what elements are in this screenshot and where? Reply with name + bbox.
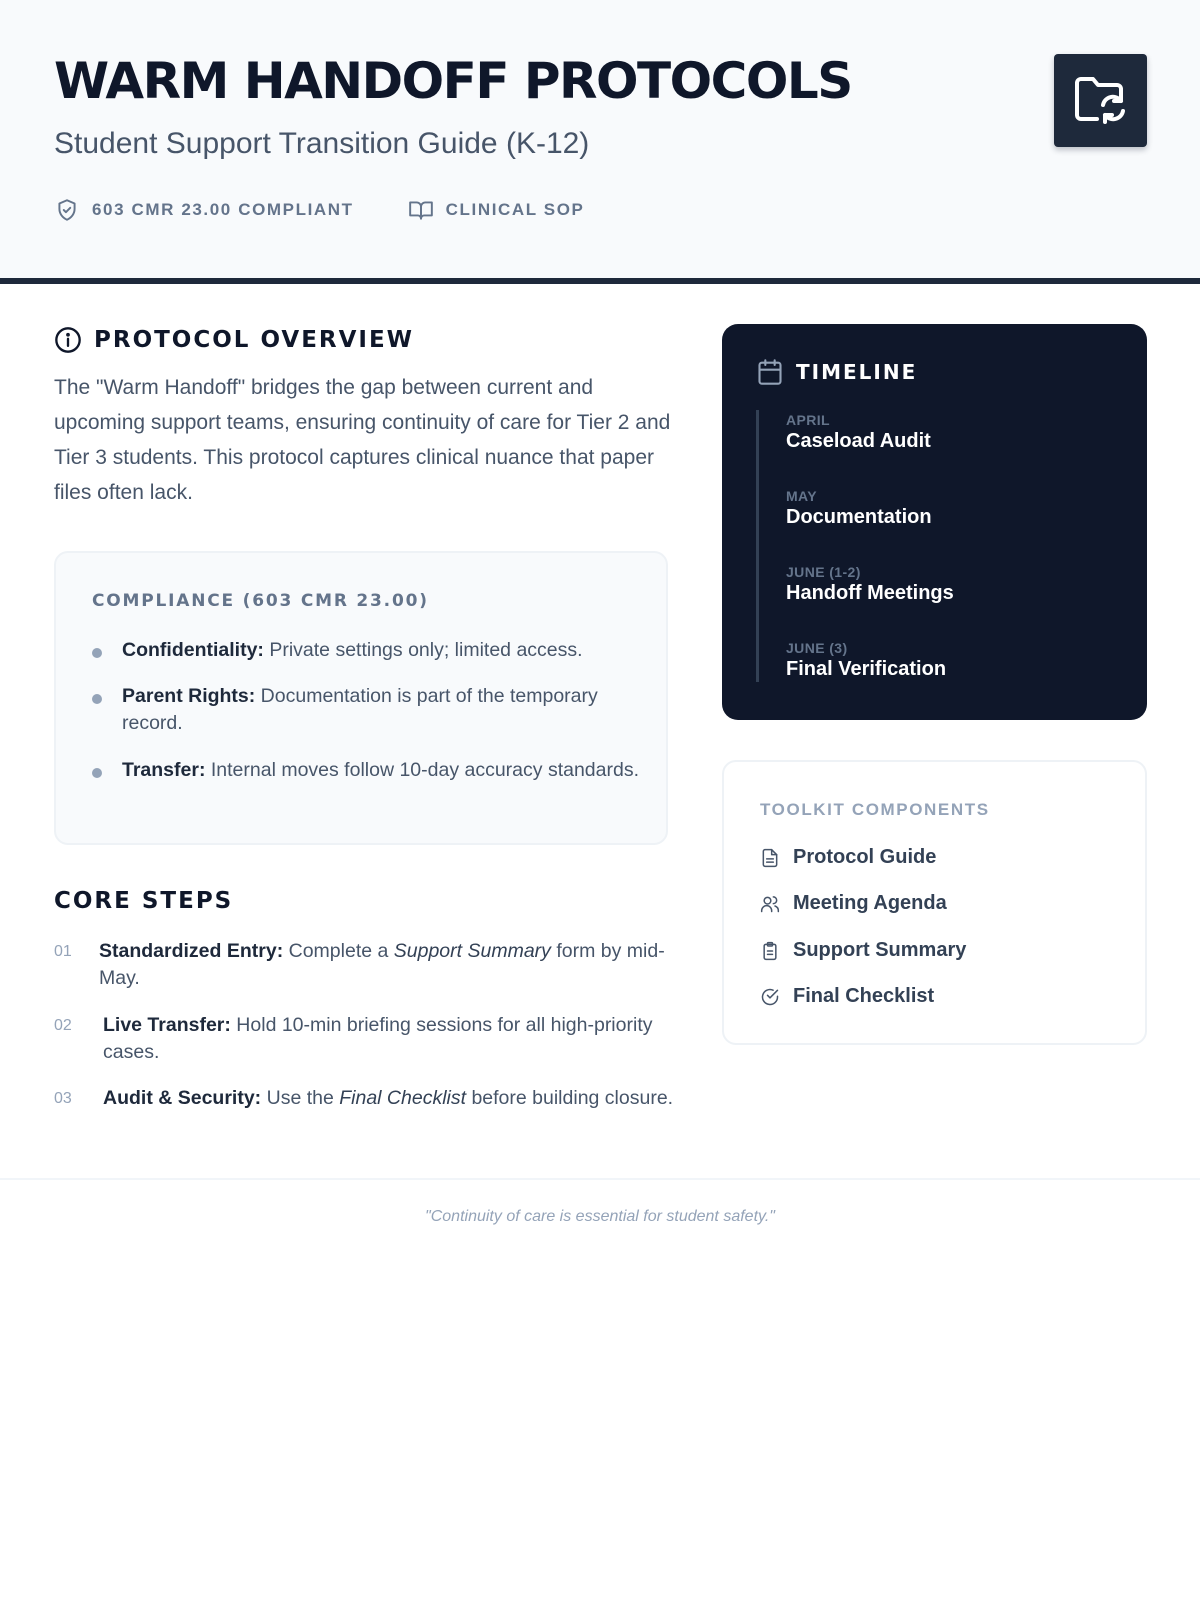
step-number: 03 bbox=[54, 1090, 72, 1107]
badge-label: CLINICAL SOP bbox=[445, 200, 585, 219]
step-emphasis: Final Checklist bbox=[339, 1087, 467, 1109]
toolkit-label: Final Checklist bbox=[793, 985, 935, 1007]
timeline-item bbox=[786, 488, 932, 529]
timeline-month: JUNE (3) bbox=[786, 640, 848, 656]
badge-label: 603 CMR 23.00 COMPLIANT bbox=[92, 200, 354, 219]
book-open-icon bbox=[408, 197, 434, 223]
step-text bbox=[99, 938, 679, 992]
step-term: Live Transfer: bbox=[103, 1014, 231, 1036]
timeline-label: Caseload Audit bbox=[786, 430, 931, 452]
toolkit-item-support-summary[interactable] bbox=[760, 939, 966, 962]
timeline-month: APRIL bbox=[786, 412, 830, 428]
toolkit-item-protocol-guide[interactable] bbox=[760, 846, 936, 869]
timeline-item bbox=[786, 640, 946, 681]
shield-check-icon bbox=[54, 197, 80, 223]
compliance-item bbox=[122, 757, 642, 784]
step-term: Audit & Security: bbox=[103, 1087, 262, 1109]
step-pre: Use the bbox=[261, 1087, 340, 1109]
step-pre: Complete a bbox=[283, 940, 394, 962]
timeline-item bbox=[786, 412, 931, 453]
step-term: Standardized Entry: bbox=[99, 940, 284, 962]
calendar-icon bbox=[756, 358, 784, 386]
toolkit-item-meeting-agenda[interactable] bbox=[760, 892, 947, 915]
toolkit-item-final-checklist[interactable] bbox=[760, 985, 934, 1008]
step-number: 02 bbox=[54, 1017, 72, 1034]
compliance-item bbox=[122, 637, 642, 664]
section-title: PROTOCOL OVERVIEW bbox=[94, 327, 415, 353]
compliance-term: Confidentiality: bbox=[122, 639, 264, 661]
timeline-title: TIMELINE bbox=[796, 360, 918, 384]
compliance-text: Documentation is part of the temporary record. bbox=[122, 685, 598, 734]
timeline-month: MAY bbox=[786, 488, 818, 504]
page-subtitle: Student Support Transition Guide (K-12) bbox=[54, 127, 590, 160]
core-steps-heading bbox=[54, 888, 233, 914]
timeline-label: Handoff Meetings bbox=[786, 582, 954, 604]
timeline-rail bbox=[756, 410, 759, 682]
toolkit-label: Protocol Guide bbox=[793, 846, 937, 868]
overview-heading bbox=[54, 326, 414, 354]
toolkit-card bbox=[722, 760, 1147, 1045]
sop-badge bbox=[408, 197, 585, 223]
compliance-item bbox=[122, 683, 642, 737]
badge-row bbox=[54, 196, 638, 224]
section-title: CORE STEPS bbox=[54, 888, 234, 914]
timeline-item bbox=[786, 564, 954, 605]
timeline-label: Final Verification bbox=[786, 658, 947, 680]
page-header bbox=[0, 0, 1200, 284]
check-circle-icon bbox=[760, 987, 780, 1007]
timeline-label: Documentation bbox=[786, 506, 932, 528]
compliance-badge bbox=[54, 197, 354, 223]
timeline-month: JUNE (1-2) bbox=[786, 564, 861, 580]
compliance-term: Parent Rights: bbox=[122, 685, 256, 707]
timeline-card bbox=[722, 324, 1147, 720]
compliance-text: Internal moves follow 10-day accuracy standards. bbox=[205, 759, 639, 781]
toolkit-label: Meeting Agenda bbox=[793, 892, 947, 914]
folder-sync-icon bbox=[1073, 75, 1129, 127]
clipboard-icon bbox=[760, 941, 780, 961]
footer-divider bbox=[0, 1178, 1200, 1180]
users-icon bbox=[760, 894, 780, 914]
compliance-title: COMPLIANCE (603 CMR 23.00) bbox=[92, 591, 429, 611]
toolkit-label: Support Summary bbox=[793, 939, 967, 961]
compliance-box bbox=[54, 551, 668, 845]
footer-quote: "Continuity of care is essential for student safety." bbox=[425, 1208, 775, 1225]
compliance-text: Private settings only; limited access. bbox=[263, 639, 583, 661]
timeline-heading bbox=[756, 358, 917, 386]
compliance-term: Transfer: bbox=[122, 759, 206, 781]
step-text bbox=[103, 1012, 683, 1066]
toolkit-title: TOOLKIT COMPONENTS bbox=[760, 800, 990, 819]
info-icon bbox=[54, 326, 82, 354]
overview-text: The "Warm Handoff" bridges the gap between current and upcoming support teams, ensuring continuity of care for Tier 2 and Tier 3 students. This protocol captures clinical nuance that paper files often lack. bbox=[54, 376, 671, 504]
page-title: WARM HANDOFF PROTOCOLS bbox=[54, 52, 852, 110]
step-post: form by mid-May. bbox=[99, 940, 665, 989]
file-text-icon bbox=[760, 848, 780, 868]
logo bbox=[1054, 54, 1147, 147]
step-pre: Hold 10-min briefing sessions for all high-priority cases. bbox=[103, 1014, 653, 1063]
step-text bbox=[103, 1085, 683, 1112]
step-emphasis: Support Summary bbox=[393, 940, 551, 962]
step-number: 01 bbox=[54, 943, 72, 960]
step-post: before building closure. bbox=[466, 1087, 674, 1109]
